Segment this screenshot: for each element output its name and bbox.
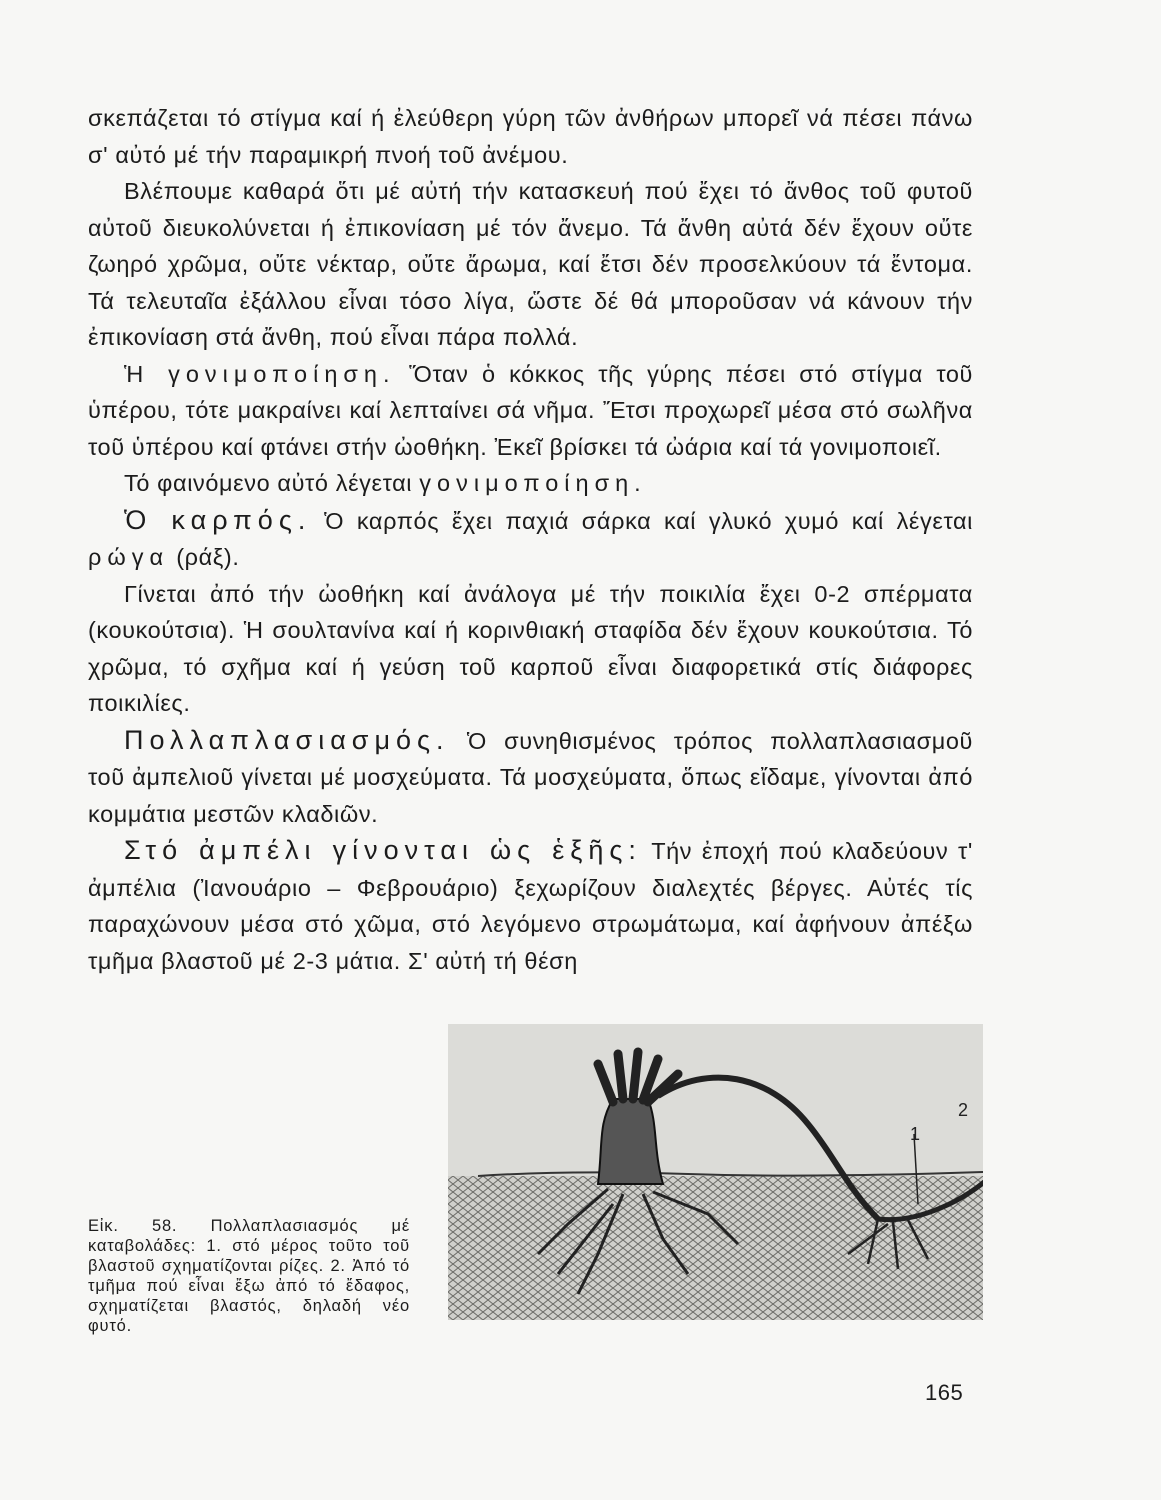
heading-propagation: Πολλαπλασιασμός. <box>124 724 450 755</box>
text-propagation: Ὁ συνηθισμένος τρόπος πολλαπλασιασμοῦ τοῦ ἀμπελιοῦ γίνεται μέ μοσχεύματα. Τά μοσχεύματα, ὅπως εἴδαμε, γίνονται ἀπό κομμάτια μεστῶν κλαδιῶν. <box>88 727 973 827</box>
figure-caption: Εἰκ. 58. Πολλαπλασιασμός μέ καταβολάδες: 1. στό μέρος τοῦτο τοῦ βλαστοῦ σχηματίζονται ρίζες. 2. Ἀπό τό τμῆμα πού εἶναι ἔξω ἀπό τό ἔδαφος, σχηματίζεται βλαστός, δηλαδή νέο φυτό. <box>88 1217 410 1335</box>
paragraph-layering <box>88 832 973 979</box>
vine-trunk <box>598 1099 663 1184</box>
text-layering: Τήν ἐποχή πού κλαδεύουν τ' ἀμπέλια (Ἰανουάριο – Φεβρουάριο) ξεχωρίζουν διαλεχτές βέργες. Αὐτές τίς παραχώνουν μέσα στό χῶμα, στό λεγόμενο στρωμάτωμα, καί ἀφήνουν ἀπέξω τμῆμα βλαστοῦ μέ 2-3 μάτια. Σ' αὐτή τή θέση <box>88 838 973 974</box>
figure-label-1: 1 <box>910 1124 921 1144</box>
layering-illustration <box>448 1024 983 1320</box>
text-fertilization: Ὅταν ὁ κόκκος τῆς γύρης πέσει στό στίγμα τοῦ ὑπέρου, τότε μακραίνει καί λεπταίνει σά νῆμα. Ἔτσι προχωρεῖ μέσα στό σωλῆνα τοῦ ὑπέρου καί φτάνει στήν ὠοθήκη. Ἐκεῖ βρίσκει τά ὠάρια καί τά γονιμοποιεῖ. <box>88 360 973 460</box>
heading-fertilization: Ἡ γονιμοποίηση. <box>124 360 396 387</box>
paragraph-fruit <box>88 502 973 576</box>
term-fertilization: γονιμοποίηση. <box>419 470 647 496</box>
heading-layering: Στό ἀμπέλι γίνονται ὡς ἑξῆς: <box>124 835 642 865</box>
body-text <box>88 100 973 979</box>
vine-layering-drawing <box>448 1024 983 1320</box>
text-fruit-end: (ράξ). <box>176 544 240 570</box>
paragraph-phenomenon <box>88 465 973 502</box>
paragraph-continuation: σκεπάζεται τό στίγμα καί ή ἐλεύθερη γύρη τῶν ἀνθήρων μπορεῖ νά πέσει πάνω σ' αὐτό μέ τήν παραμικρή πνοή τοῦ ἀνέμου. <box>88 105 973 168</box>
text-phenomenon: Τό φαινόμενο αὐτό λέγεται <box>124 470 413 496</box>
term-berry: ρώγα <box>88 544 170 570</box>
paragraph-seeds: Γίνεται ἀπό τήν ὠοθήκη καί ἀνάλογα μέ τήν ποικιλία ἔχει 0-2 σπέρματα (κουκούτσια). Ἡ σουλτανίνα καί ή κορινθιακή σταφίδα δέν ἔχουν κουκούτσια. Τό χρῶμα, τό σχῆμα καί ή γεύση τοῦ καρποῦ εἶναι διαφορετικά στίς διάφορες ποικιλίες. <box>88 580 973 716</box>
soil-area <box>448 1176 983 1320</box>
page-number: 165 <box>925 1380 964 1405</box>
heading-fruit: Ὁ καρπός. <box>124 504 312 535</box>
figure-label-2: 2 <box>958 1100 969 1120</box>
paragraph-fertilization <box>88 356 973 466</box>
paragraph-wind-pollination: Βλέπουμε καθαρά ὅτι μέ αὐτή τήν κατασκευή πού ἔχει τό ἄνθος τοῦ φυτοῦ αὐτοῦ διευκολύνεται ή ἐπικονίαση μέ τόν ἄνεμο. Τά ἄνθη αὐτά δέν ἔχουν οὔτε ζωηρό χρῶμα, οὔτε νέκταρ, οὔτε ἄρωμα, καί ἔτσι δέν προσελκύουν τά ἔντομα. Τά τελευταῖα ἐξάλλου εἶναι τόσο λίγα, ὥστε δέ θά μποροῦσαν νά κάνουν τήν ἐπικονίαση στά ἄνθη, πού εἶναι πάρα πολλά. <box>88 178 973 350</box>
paragraph-propagation <box>88 722 973 833</box>
text-fruit: Ὁ καρπός ἔχει παχιά σάρκα καί γλυκό χυμό καί λέγεται <box>324 507 973 534</box>
